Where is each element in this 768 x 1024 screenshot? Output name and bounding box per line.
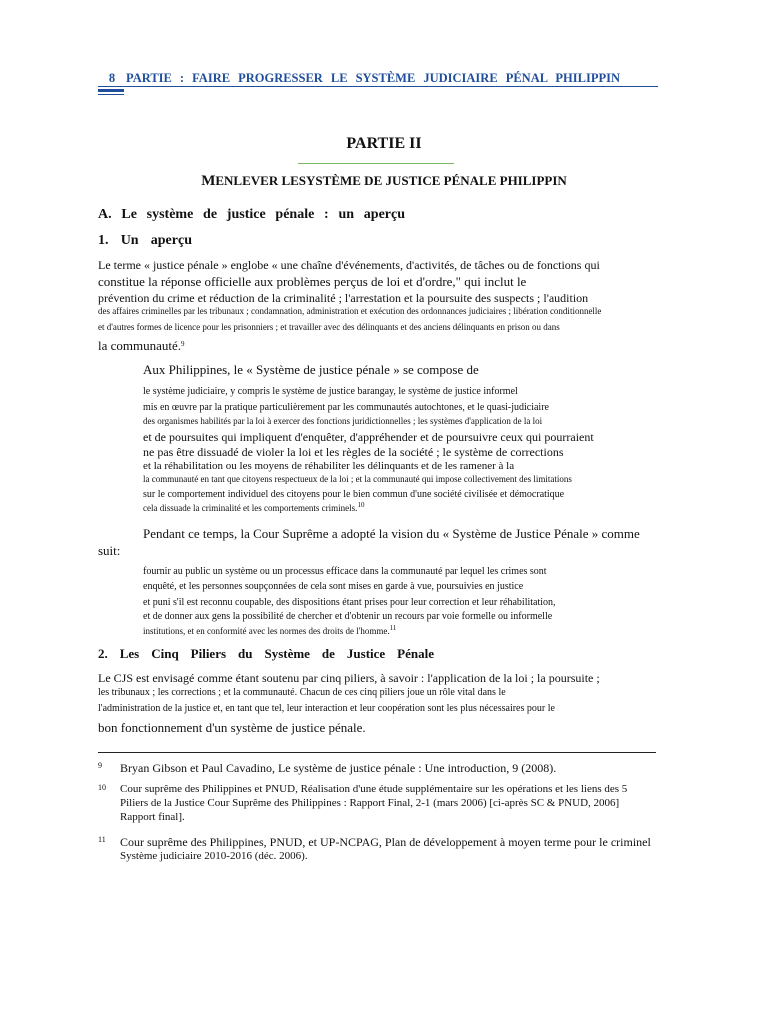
part-subtitle (0, 173, 768, 190)
footnote-line: Cour suprême des Philippines, PNUD, et UP-NCPAG, Plan de développement à moyen terme pour le criminel (120, 835, 651, 849)
paragraph-line: et d'autres formes de licence pour les prisonniers ; et travailler avec des délinquants et des anciens délinquants en prison ou dans (98, 322, 560, 332)
section-1-heading: 1. Un aperçu (98, 233, 192, 248)
quote-line: et de poursuites qui impliquent d'enquêter, d'appréhender et de poursuivre ceux qui pourraient (143, 430, 594, 444)
sc-intro-cont: suit: (98, 543, 121, 558)
footnote-separator (98, 752, 656, 753)
page-number: 8 (108, 71, 116, 85)
paragraph-text: la communauté. (98, 338, 182, 353)
footnote-number: 10 (98, 783, 106, 792)
footnote-ref: 11 (389, 624, 397, 632)
quote-line: la communauté en tant que citoyens respectueux de la loi ; et la communauté qui impose collectivement des limitations (143, 474, 572, 484)
paragraph-line: constitue la réponse officielle aux problèmes perçus de loi et d'ordre," qui inclut le (98, 274, 527, 289)
paragraph-line: des affaires criminelles par les tribunaux ; condamnation, administration et exécution des ordonnances judiciaires ; libération conditionnelle (98, 306, 602, 316)
footnote-number: 9 (98, 761, 102, 770)
ph-intro: Aux Philippines, le « Système de justice pénale » se compose de (143, 362, 479, 377)
quote-line: enquêté, et les personnes soupçonnées de cela sont mises en garde à vue, poursuivies en justice (143, 581, 524, 592)
quote-line: et la réhabilitation ou les moyens de réhabiliter les délinquants et de les ramener à la (143, 460, 515, 472)
paragraph-line: les tribunaux ; les corrections ; et la communauté. Chacun de ces cinq piliers joue un rôle vital dans le (98, 687, 506, 698)
quote-line (143, 626, 396, 636)
quote-line (143, 503, 364, 513)
quote-line: des organismes habilités par la loi à exercer des fonctions juridictionnelles ; les systèmes d'application de la loi (143, 416, 543, 426)
paragraph-line: l'administration de la justice et, en tant que tel, leur interaction et leur coopération sont les plus nécessaires pour le (98, 703, 555, 714)
header-rule (98, 86, 658, 87)
footnote-line: Cour suprême des Philippines et PNUD, Réalisation d'une étude supplémentaire sur les opérations et les liens des 5 (120, 783, 628, 795)
subtitle-initial: M (201, 173, 216, 189)
quote-line: mis en œuvre par la pratique particulièrement par les communautés autochtones, et le quasi-judiciaire (143, 402, 549, 413)
part-title: PARTIE II (346, 135, 422, 152)
header-accent-line (98, 94, 124, 95)
footnote-line: Piliers de la Justice Cour Suprême des Philippines : Rapport Final, 2-1 (mars 2006) [ci-après SC & PNUD, 2006] (120, 797, 620, 809)
paragraph-line: Le CJS est envisagé comme étant soutenu par cinq piliers, à savoir : l'application de la loi ; la poursuite ; (98, 671, 600, 685)
quote-line: sur le comportement individuel des citoyens pour le bien commun d'une société civilisée et démocratique (143, 489, 565, 500)
running-header-title: PARTIE : FAIRE PROGRESSER LE SYSTÈME JUDICIAIRE PÉNAL PHILIPPIN (126, 71, 620, 85)
footnote-line: Bryan Gibson et Paul Cavadino, Le système de justice pénale : Une introduction, 9 (2008). (120, 761, 557, 775)
footnote-line: Rapport final]. (120, 811, 185, 823)
paragraph-line: bon fonctionnement d'un système de justice pénale. (98, 720, 366, 735)
quote-line: fournir au public un système ou un processus efficace dans la communauté par lequel les crimes sont (143, 566, 547, 577)
quote-text: cela dissuade la criminalité et les comportements criminels. (143, 503, 358, 513)
quote-line: le système judiciaire, y compris le système de justice barangay, le système de justice informel (143, 386, 518, 397)
paragraph-line: Le terme « justice pénale » englobe « une chaîne d'événements, d'activités, de tâches ou de fonctions qui (98, 258, 600, 272)
paragraph-line (98, 338, 185, 354)
header-accent-bar (98, 89, 124, 92)
footnote-ref: 9 (181, 340, 185, 348)
section-2-heading: 2. Les Cinq Piliers du Système de Justice Pénale (98, 646, 434, 661)
footnote-line: Système judiciaire 2010-2016 (déc. 2006). (120, 850, 308, 862)
footnote-ref: 10 (357, 501, 365, 509)
sc-intro: Pendant ce temps, la Cour Suprême a adopté la vision du « Système de Justice Pénale » comme (143, 526, 640, 541)
quote-line: et puni s'il est reconnu coupable, des dispositions étant prises pour leur correction et leur réhabilitation, (143, 597, 556, 608)
quote-text: institutions, et en conformité avec les normes des droits de l'homme. (143, 626, 390, 636)
subtitle-rest: ENLEVER LESYSTÈME DE JUSTICE PÉNALE PHILIPPIN (215, 173, 567, 188)
part-title-rule (298, 163, 454, 164)
paragraph-line: prévention du crime et réduction de la criminalité ; l'arrestation et la poursuite des suspects ; l'audition (98, 291, 589, 305)
quote-line: et de donner aux gens la possibilité de chercher et d'obtenir un recours par voie formelle ou informelle (143, 611, 553, 622)
quote-line: ne pas être dissuadé de violer la loi et les règles de la société ; le système de corrections (143, 445, 564, 459)
section-a-heading: A. Le système de justice pénale : un aperçu (98, 207, 405, 222)
footnote-number: 11 (98, 835, 106, 844)
